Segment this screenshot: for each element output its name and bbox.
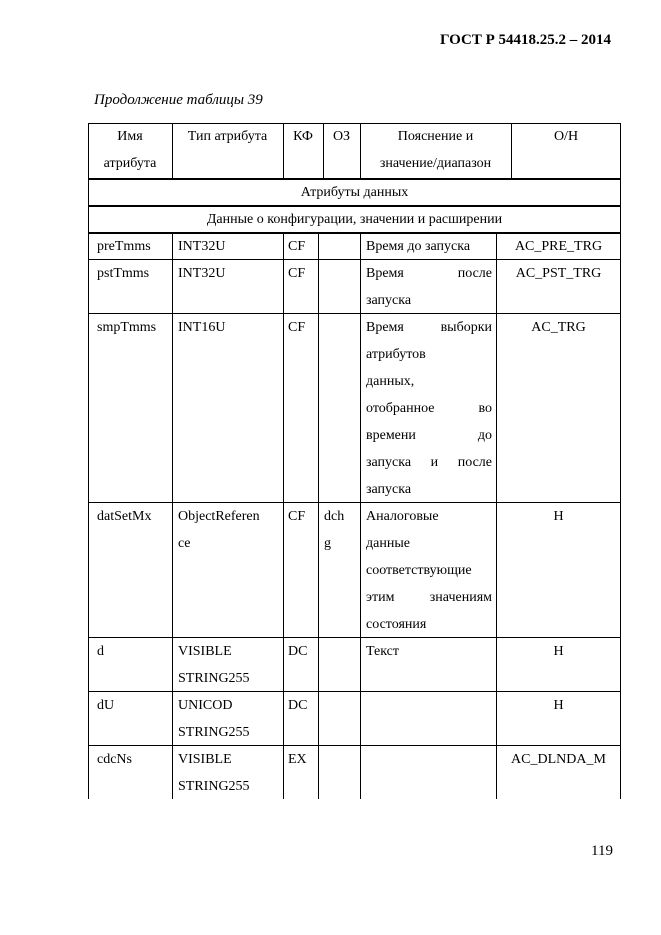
table-rule	[88, 313, 621, 314]
table-rule	[172, 637, 173, 691]
table-rule	[283, 123, 284, 178]
table-row	[88, 259, 621, 313]
attribute-fc: CF	[288, 266, 306, 281]
attribute-name: preTmms	[97, 239, 151, 254]
table-rule	[88, 637, 89, 691]
description-line	[366, 449, 492, 476]
description-word: отобранное	[366, 401, 435, 416]
table-rule	[318, 502, 319, 637]
description-line	[366, 422, 492, 449]
header-oz	[323, 123, 360, 150]
header-fc	[283, 123, 323, 150]
table-rule	[283, 232, 284, 259]
table-rule	[620, 745, 621, 799]
table-rule	[88, 123, 621, 124]
attribute-description	[366, 259, 492, 314]
table-rule	[496, 502, 497, 637]
table-rule	[172, 502, 173, 637]
table-rule	[620, 313, 621, 502]
attribute-type-line: INT32U	[178, 239, 226, 254]
description-line	[366, 476, 492, 503]
description-word: запуска	[366, 482, 412, 497]
attribute-mandatory: Н	[553, 509, 564, 524]
table-rule	[88, 745, 89, 799]
attribute-mandatory: AC_PRE_TRG	[514, 239, 603, 254]
table-rule	[620, 637, 621, 691]
attribute-fc: DC	[288, 698, 308, 713]
table-row	[88, 502, 621, 637]
description-word: значениям	[429, 590, 492, 605]
table-rule	[283, 745, 284, 799]
description-word: состояния	[366, 617, 427, 632]
attribute-type	[178, 259, 281, 287]
description-word: запуска	[366, 293, 412, 308]
description-line	[366, 314, 492, 341]
attribute-type-line: UNICOD	[178, 698, 233, 713]
description-word: Текст	[366, 644, 400, 659]
table-rule	[620, 232, 621, 259]
section-title-row	[88, 178, 621, 205]
attribute-mandatory: Н	[553, 644, 564, 659]
attribute-fc: CF	[288, 320, 306, 335]
description-word: Время до запуска	[366, 239, 471, 254]
table-rule	[496, 259, 497, 313]
table-rule	[88, 259, 89, 313]
description-line	[366, 233, 492, 260]
table-rule	[172, 691, 173, 745]
header-desc-text: значение/диапазон	[379, 156, 492, 171]
table-rule	[360, 313, 361, 502]
description-line	[366, 287, 492, 314]
description-line	[366, 503, 492, 530]
table-rule	[620, 205, 621, 232]
table-rule	[88, 123, 89, 178]
table-rule	[496, 691, 497, 745]
attribute-fc: EX	[288, 752, 307, 767]
attribute-name: pstTmms	[97, 266, 150, 281]
table-rule	[88, 691, 621, 692]
description-word: этим	[366, 590, 395, 605]
description-word: и	[430, 455, 439, 470]
table-caption: Продолжение таблицы 39	[94, 92, 263, 108]
table-header-row	[88, 123, 621, 178]
table-rule	[318, 313, 319, 502]
table-rule	[88, 259, 621, 260]
description-word: после	[457, 266, 492, 281]
table-rule	[318, 232, 319, 259]
table-rule	[88, 313, 89, 502]
page-number: 119	[591, 843, 613, 859]
attribute-name: smpTmms	[97, 320, 157, 335]
description-line	[366, 260, 492, 287]
description-line	[366, 341, 492, 368]
table-rule	[360, 745, 361, 799]
table-rule	[496, 637, 497, 691]
table-rule	[172, 232, 173, 259]
attribute-type	[178, 637, 281, 692]
attribute-fc: DC	[288, 644, 308, 659]
header-name	[88, 123, 172, 177]
attribute-name: cdcNs	[97, 752, 132, 767]
description-line	[366, 638, 492, 665]
table-rule	[620, 691, 621, 745]
description-word: данных,	[366, 374, 415, 389]
table-rule	[88, 205, 89, 232]
description-word: соответствующие	[366, 563, 472, 578]
table-rule	[283, 313, 284, 502]
attribute-description	[366, 502, 492, 638]
table-rule	[172, 313, 173, 502]
header-type	[172, 123, 283, 150]
header-name-text: атрибута	[103, 156, 157, 171]
table-rule	[172, 745, 173, 799]
table-rule	[620, 259, 621, 313]
attribute-fc: CF	[288, 509, 306, 524]
table-rule	[88, 502, 621, 503]
description-word: запуска	[366, 455, 412, 470]
table-row	[88, 745, 621, 799]
attribute-oz-line: g	[324, 536, 331, 551]
header-type-text: Тип атрибута	[187, 129, 268, 144]
table-rule	[88, 637, 621, 638]
table-rule	[496, 232, 497, 259]
table-rule	[88, 232, 89, 259]
description-word: до	[477, 428, 492, 443]
attribute-type	[178, 232, 281, 260]
table-rule	[496, 313, 497, 502]
description-line	[366, 368, 492, 395]
attribute-name: dU	[97, 698, 115, 713]
description-word: данные	[366, 536, 410, 551]
table-rule	[172, 123, 173, 178]
table-rule	[88, 502, 89, 637]
attribute-fc: CF	[288, 239, 306, 254]
table-rule	[88, 745, 621, 746]
attribute-type-line: VISIBLE	[178, 644, 232, 659]
attributes-table	[88, 123, 621, 799]
attribute-type	[178, 691, 281, 746]
attribute-type	[178, 313, 281, 341]
attribute-type-line: ObjectReferen	[178, 509, 260, 524]
attribute-type-line: INT16U	[178, 320, 226, 335]
attribute-mandatory: AC_PST_TRG	[515, 266, 602, 281]
subsection-title: Данные о конфигурации, значении и расширении	[206, 212, 503, 227]
attribute-name: datSetMx	[97, 509, 152, 524]
description-line	[366, 584, 492, 611]
description-word: Время	[366, 266, 404, 281]
header-desc	[360, 123, 511, 177]
attribute-description	[366, 637, 492, 665]
table-rule	[88, 205, 621, 207]
table-rule	[360, 502, 361, 637]
attribute-oz-line: dch	[324, 509, 345, 524]
table-rule	[318, 637, 319, 691]
description-line	[366, 611, 492, 638]
table-rule	[511, 123, 512, 178]
description-word: атрибутов	[366, 347, 426, 362]
attribute-type-line: STRING255	[178, 671, 250, 686]
description-word: после	[457, 455, 492, 470]
attribute-type	[178, 502, 281, 557]
table-rule	[318, 745, 319, 799]
attribute-type	[178, 745, 281, 800]
table-rule	[283, 502, 284, 637]
attribute-name: d	[97, 644, 104, 659]
description-word: времени	[366, 428, 416, 443]
table-rule	[88, 232, 621, 234]
description-word: во	[478, 401, 492, 416]
table-rule	[496, 745, 497, 799]
table-row	[88, 691, 621, 745]
attribute-oz	[324, 502, 358, 557]
description-word: Аналоговые	[366, 509, 439, 524]
attribute-type-line: INT32U	[178, 266, 226, 281]
attribute-mandatory: AC_DLNDA_M	[511, 752, 606, 767]
attribute-mandatory: Н	[553, 698, 564, 713]
table-row	[88, 637, 621, 691]
attribute-description	[366, 313, 492, 503]
description-word: выборки	[440, 320, 492, 335]
table-row	[88, 232, 621, 259]
attribute-mandatory: AC_TRG	[531, 320, 586, 335]
subsection-title-row	[88, 205, 621, 232]
attribute-type-line: ce	[178, 536, 191, 551]
table-rule	[620, 502, 621, 637]
table-rule	[360, 232, 361, 259]
table-rule	[283, 691, 284, 745]
table-rule	[88, 178, 89, 205]
attribute-type-line: VISIBLE	[178, 752, 232, 767]
standard-header: ГОСТ Р 54418.25.2 – 2014	[439, 32, 611, 48]
table-rule	[283, 637, 284, 691]
table-rule	[283, 259, 284, 313]
header-fc-text: КФ	[293, 129, 313, 144]
table-rule	[360, 259, 361, 313]
section-title: Атрибуты данных	[300, 185, 409, 200]
attribute-type-line: STRING255	[178, 725, 250, 740]
table-rule	[172, 259, 173, 313]
header-on	[511, 123, 621, 150]
attribute-description	[366, 232, 492, 260]
table-rule	[360, 691, 361, 745]
table-rule	[88, 178, 621, 180]
table-rule	[318, 259, 319, 313]
header-on-text: О/Н	[553, 129, 579, 144]
header-name-text: Имя	[117, 129, 143, 144]
table-row	[88, 313, 621, 502]
description-line	[366, 530, 492, 557]
description-line	[366, 395, 492, 422]
table-rule	[323, 123, 324, 178]
table-rule	[360, 637, 361, 691]
description-line	[366, 557, 492, 584]
table-rule	[620, 178, 621, 205]
header-oz-text: ОЗ	[332, 129, 351, 144]
attribute-type-line: STRING255	[178, 779, 250, 794]
table-rule	[360, 123, 361, 178]
table-rule	[88, 691, 89, 745]
table-rule	[620, 123, 621, 178]
header-desc-text: Пояснение и	[397, 129, 474, 144]
description-word: Время	[366, 320, 404, 335]
table-rule	[318, 691, 319, 745]
